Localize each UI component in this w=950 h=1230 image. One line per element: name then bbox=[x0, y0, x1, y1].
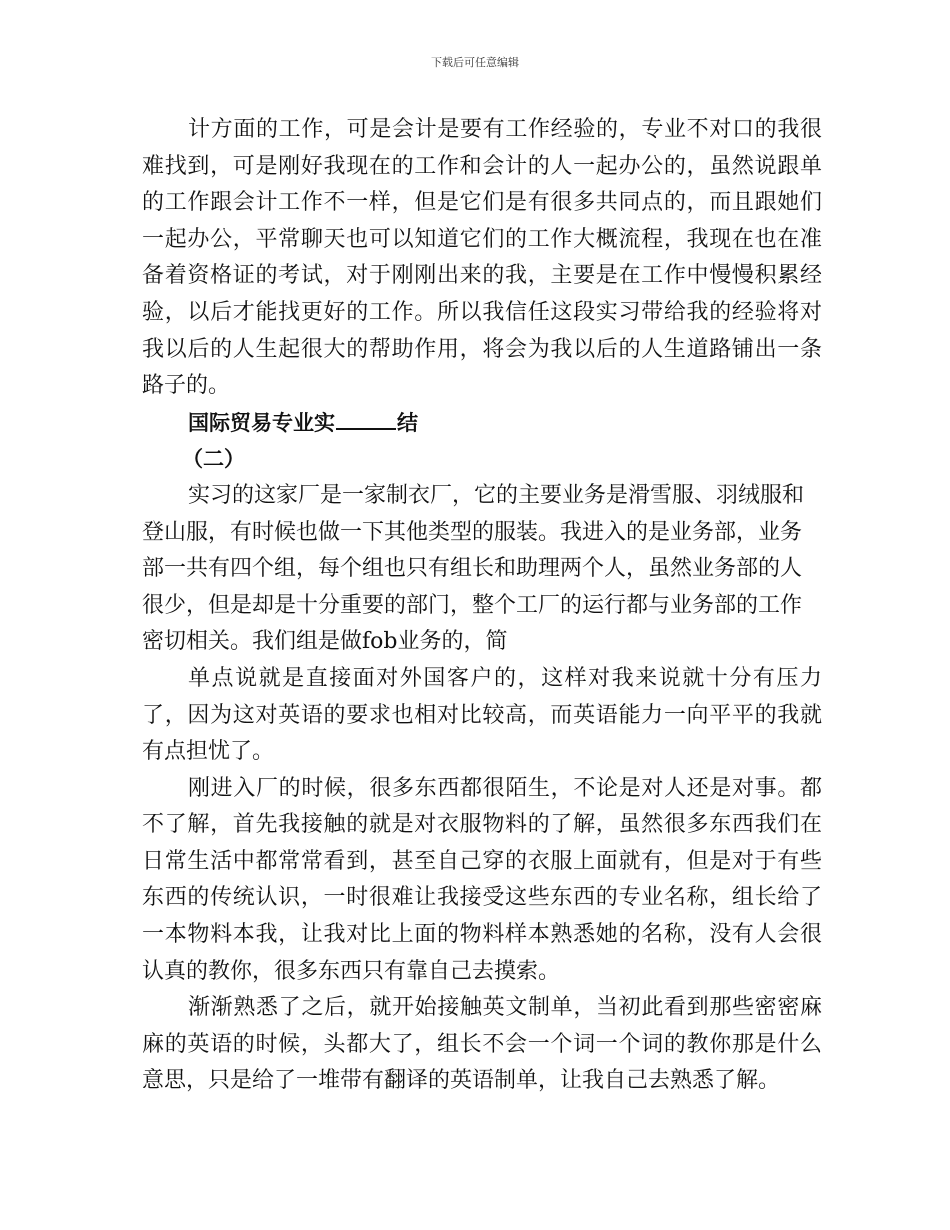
paragraph-4: 刚进入厂的时候，很多东西都很陌生，不论是对人还是对事。都不了解，首先我接触的就是对衣服物料的了解，虽然很多东西我们在日常生活中都常常看到，甚至自己穿的衣服上面就有，但是对于有些东西的传统认识，一时很难让我接受这些东西的专业名称，组长给了一本物料本我，让我对比上面的物料样本熟悉她的名称，没有人会很认真的教你，很多东西只有靠自己去摸索。 bbox=[142, 775, 822, 984]
heading-text-part2: 结 bbox=[397, 410, 418, 435]
section-subheading: （二） bbox=[182, 447, 245, 472]
document-body bbox=[142, 112, 822, 1100]
paragraph-5: 渐渐熟悉了之后，就开始接触英文制单，当初此看到那些密密麻麻的英语的时候，头都大了，组长不会一个词一个词的教你那是什么意思，只是给了一堆带有翻译的英语制单，让我自己去熟悉了解。 bbox=[142, 995, 822, 1094]
heading-text-part1: 国际贸易专业实 bbox=[188, 410, 335, 435]
paragraph-1: 计方面的工作，可是会计是要有工作经验的，专业不对口的我很难找到，可是刚好我现在的工作和会计的人一起办公的，虽然说跟单的工作跟会计工作不一样，但是它们是有很多共同点的，而且跟她们一起办公，平常聊天也可以知道它们的工作大概流程，我现在也在准备着资格证的考试，对于刚刚出来的我，主要是在工作中慢慢积累经验，以后才能找更好的工作。所以我信任这段实习带给我的经验将对我以后的人生起很大的帮助作用，将会为我以后的人生道路铺出一条路子的。 bbox=[142, 117, 822, 399]
heading-blank-underline bbox=[336, 410, 396, 430]
page-header: 下载后可任意编辑 bbox=[431, 56, 519, 69]
section-heading bbox=[142, 405, 822, 442]
paragraph-2: 实习的这家厂是一家制衣厂，它的主要业务是滑雪服、羽绒服和登山服，有时候也做一下其他类型的服装。我进入的是业务部，业务部一共有四个组，每个组也只有组长和助理两个人，虽然业务部的人很少，但是却是十分重要的部门，整个工厂的运行都与业务部的工作密切相关。我们组是做fob业务的，简 bbox=[142, 482, 805, 655]
paragraph-3: 单点说就是直接面对外国客户的，这样对我来说就十分有压力了，因为这对英语的要求也相对比较高，而英语能力一向平平的我就有点担忧了。 bbox=[142, 665, 822, 765]
